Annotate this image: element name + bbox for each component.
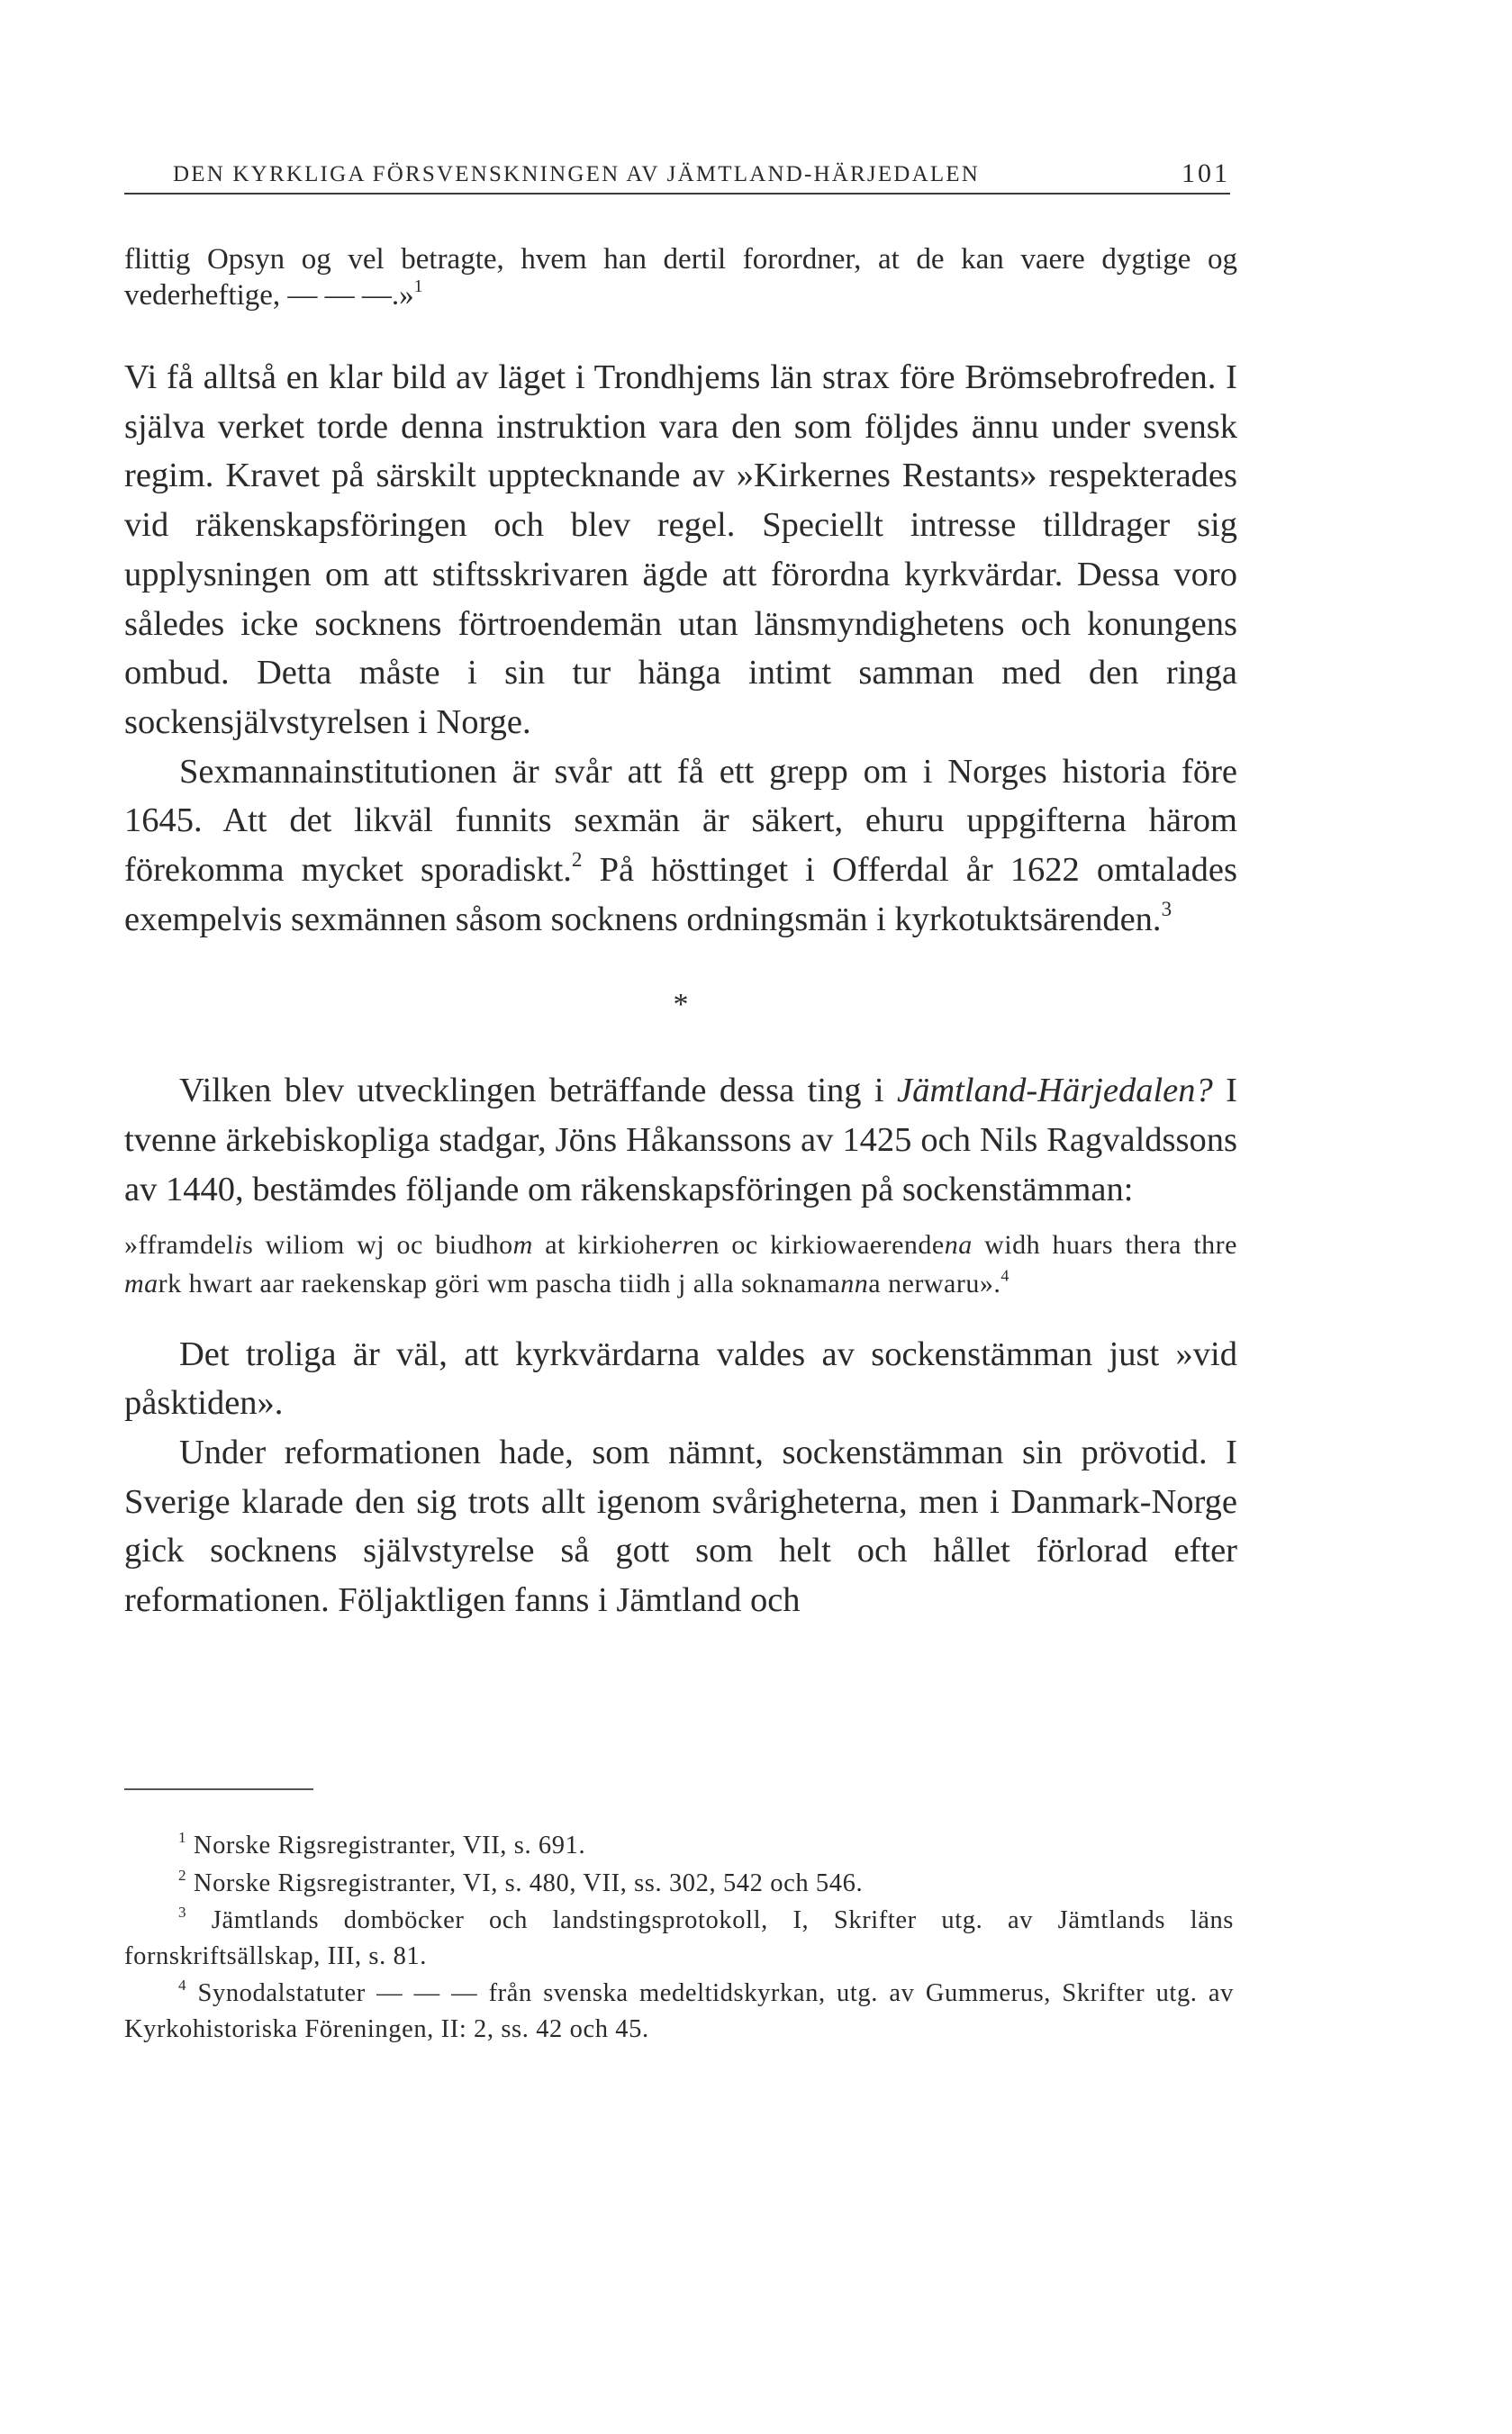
quote-text: rk hwart aar raekenskap göri wm pascha tiidh j alla soknama	[158, 1268, 841, 1298]
running-head	[124, 155, 1230, 191]
quote-italic: m	[512, 1229, 533, 1260]
footnote-rule	[124, 1788, 313, 1790]
quote-text: widh huars thera thre	[972, 1229, 1237, 1260]
body-text	[124, 241, 1237, 1625]
quote-latin-swedish	[124, 1226, 1237, 1303]
section-separator: *	[673, 988, 689, 1022]
paragraph-5: Under reformationen hade, som nämnt, sockenstämman sin prövotid. I Sverige klarade den sig trots allt igenom svårigheterna, men i Danmark-Norge gick socknens självstyrelse så gott som helt och hållet förlorad efter reformationen. Följaktligen fanns i Jämtland och	[124, 1433, 1237, 1620]
quote-text: »fframdel	[124, 1229, 235, 1260]
running-title: DEN KYRKLIGA FÖRSVENSKNINGEN AV JÄMTLAND-HÄRJEDALEN	[173, 162, 981, 186]
paragraph-3	[124, 1066, 1237, 1214]
footnote-ref-2: 2	[571, 846, 583, 871]
footnote-2	[124, 1866, 1234, 1902]
footnote-3	[124, 1903, 1234, 1974]
paragraph-1: Vi få alltså en klar bild av läget i Trondhjems län strax före Brömsebrofreden. I själva verket torde denna instruktion vara den som följdes ännu under svensk regim. Kravet på särskilt upptecknande av »Kirkernes Restants» respekterades vid räkenskapsföringen och blev regel. Speciellt intresse tilldrager sig upplysningen om att stiftsskrivaren ägde att förordna kyrkvärdar. Dessa voro således icke socknens förtroendemän utan länsmyndighetens och konungens ombud. Detta måste i sin tur hänga intimt samman med den ringa sockensjälvstyrelsen i Norge.	[124, 358, 1237, 741]
quote-text: s wiliom wj oc biudho	[242, 1229, 513, 1260]
paragraph-3-text: Vilken blev utvecklingen beträffande dessa ting i	[179, 1072, 898, 1110]
paragraph-2	[124, 747, 1237, 945]
quote-italic: na	[944, 1229, 973, 1260]
footnote-ref-4: 4	[1000, 1265, 1010, 1284]
quote-norwegian-text: flittig Opsyn og vel betragte, hvem han dertil forordner, at de kan vaere dygtige og vederheftige, — — —.»	[124, 243, 1237, 312]
quote-text: a nerwaru».	[868, 1268, 1001, 1298]
footnote-1	[124, 1828, 1234, 1864]
paragraph-2-text: Sexmannainstitutionen är svår att få ett grepp om i Norges historia före 1645. Att det likväl funnits sexmän är säkert, ehuru uppgifterna härom förekomma mycket sporadiskt.	[124, 752, 1237, 890]
paragraph-3-italic: Jämtland-Härjedalen?	[897, 1072, 1213, 1110]
footnotes	[124, 1828, 1234, 2049]
footnote-text: Synodalstatuter — — — från svenska medeltidskyrkan, utg. av Gummerus, Skrifter utg. av Kyrkohistoriska Föreningen, II: 2, ss. 42 och 45.	[124, 1979, 1234, 2043]
quote-norwegian	[124, 241, 1237, 313]
footnote-number: 3	[178, 1904, 187, 1922]
paragraph-3-text-b: I tvenne ärkebiskopliga stadgar, Jöns Håkanssons av 1425 och Nils Ragvaldssons av 1440, bestämdes följande om räkenskapsföringen på sockenstämman:	[124, 1072, 1237, 1208]
footnote-ref-1: 1	[413, 276, 423, 297]
quote-text: en oc kirkiowaerende	[693, 1229, 945, 1260]
footnote-number: 4	[178, 1977, 187, 1995]
quote-italic: i	[234, 1229, 243, 1260]
footnote-number: 1	[178, 1829, 187, 1847]
quote-text: at kirkiohe	[532, 1229, 672, 1260]
quote-italic: rr	[671, 1229, 693, 1260]
paragraph-4: Det troliga är väl, att kyrkvärdarna valdes av sockenstämman just »vid påsktiden».	[124, 1335, 1237, 1423]
footnote-number: 2	[178, 1866, 187, 1884]
header-rule	[124, 193, 1230, 195]
paragraph-2-text-b: På hösttinget i Offerdal år 1622 omtalades exempelvis sexmännen såsom socknens ordningsmän i kyrkotuktsärenden.	[124, 851, 1237, 938]
page-number: 101	[1182, 158, 1230, 188]
footnote-text: Norske Rigsregistranter, VI, s. 480, VII, ss. 302, 542 och 546.	[186, 1868, 864, 1897]
quote-italic: ma	[124, 1268, 158, 1298]
footnote-text: Jämtlands domböcker och landstingsprotokoll, I, Skrifter utg. av Jämtlands läns fornskriftsällskap, III, s. 81.	[124, 1906, 1234, 1970]
footnote-text: Norske Rigsregistranter, VII, s. 691.	[186, 1832, 586, 1859]
quote-italic: nn	[840, 1268, 869, 1298]
footnote-4	[124, 1976, 1234, 2047]
footnote-ref-3: 3	[1161, 896, 1172, 920]
